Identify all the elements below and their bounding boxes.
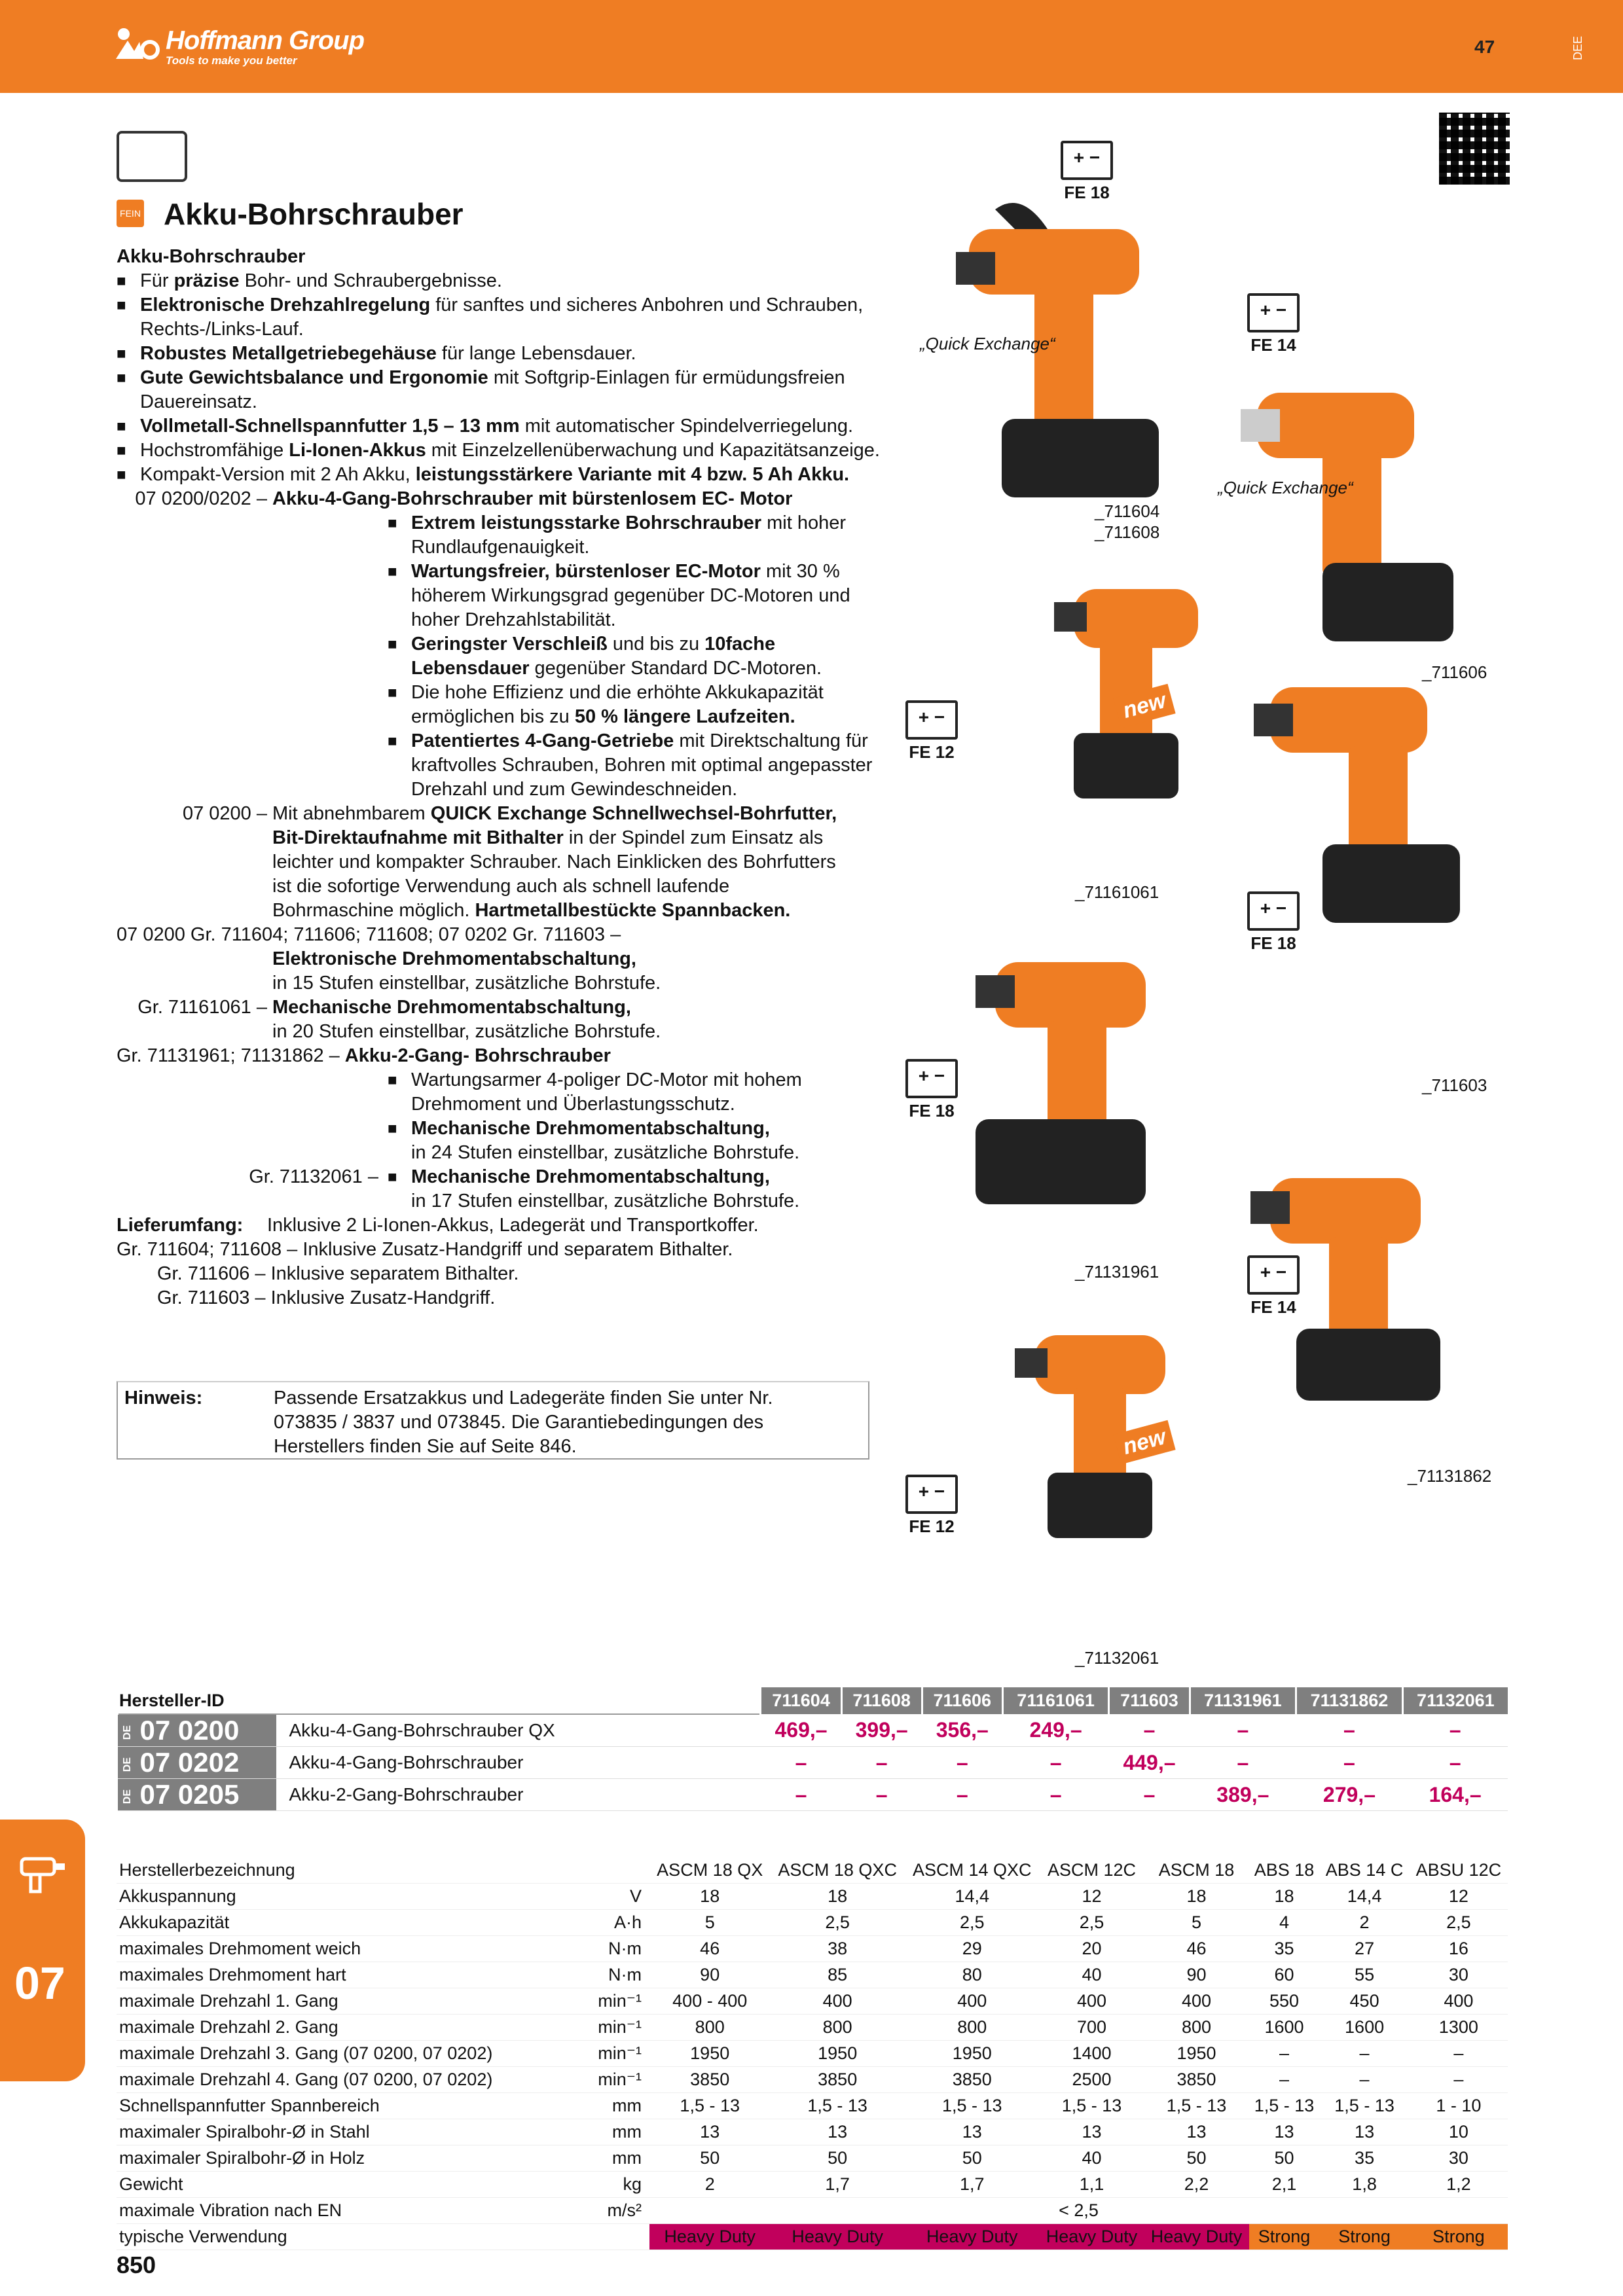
battery-badge: + − FE 18 xyxy=(1057,141,1116,203)
spec-value: 30 xyxy=(1410,1962,1508,1988)
article-name: Akku-4-Gang-Bohrschrauber xyxy=(276,1747,761,1779)
spec-value: 2,2 xyxy=(1144,2172,1249,2198)
battery-icon: + − xyxy=(905,700,958,740)
spec-value: 30 xyxy=(1410,2145,1508,2172)
spec-value: 13 xyxy=(1319,2119,1409,2145)
spec-value: 50 xyxy=(905,2145,1040,2172)
feature-item: ■ Patentiertes 4-Gang-Getriebe mit Direktschaltung für kraftvolles Schrauben, Bohren mit optimal angepasster Drehzahl und zum Gewindeschneiden. xyxy=(411,729,889,802)
spec-value: 38 xyxy=(770,1936,905,1962)
spec-value: 3850 xyxy=(770,2067,905,2093)
spec-value: 1,2 xyxy=(1410,2172,1508,2198)
battery-icon: + − xyxy=(1061,141,1113,180)
drill-71131961[interactable] xyxy=(976,962,1146,1204)
section-torque-1: 07 0200 Gr. 711604; 711606; 711608; 07 0202 Gr. 711603 – Elektronische Drehmomentabschaltung, in 15 Stufen einstellbar, zusätzliche Bohrstufe. xyxy=(117,923,889,996)
spec-value: 1950 xyxy=(1144,2041,1249,2067)
section-torque-3: Gr. 71132061 – ■ Mechanische Drehmomentabschaltung, in 17 Stufen einstellbar, zusätzliche Bohrstufe. xyxy=(117,1165,889,1213)
spec-value: ASCM 18 QX xyxy=(649,1857,770,1884)
spec-value: 50 xyxy=(770,2145,905,2172)
feature-item: ■ Wartungsarmer 4-poliger DC-Motor mit hohem Drehmoment und Überlastungsschutz. xyxy=(411,1068,889,1117)
price-cell[interactable]: – xyxy=(1296,1714,1403,1747)
spec-value: 1950 xyxy=(770,2041,905,2067)
price-table xyxy=(117,1687,1508,1811)
new-badge: new xyxy=(1113,1420,1175,1465)
ec-feature-list xyxy=(117,511,889,802)
spec-value: 20 xyxy=(1040,1936,1144,1962)
spec-value: 550 xyxy=(1249,1988,1320,2015)
spec-value: 1950 xyxy=(905,2041,1040,2067)
spec-value: 1,5 - 13 xyxy=(649,2093,770,2119)
spec-value: 1600 xyxy=(1249,2015,1320,2041)
description-block xyxy=(117,245,889,1310)
spec-unit: min⁻¹ xyxy=(580,2041,649,2067)
hoffmann-logo-icon xyxy=(115,26,162,60)
spec-value: ASCM 18 xyxy=(1144,1857,1249,1884)
hinweis-label: Hinweis: xyxy=(124,1388,203,1408)
hersteller-id-label: Hersteller-ID xyxy=(118,1687,761,1714)
spec-value: 16 xyxy=(1410,1936,1508,1962)
spec-value: 27 xyxy=(1319,1936,1409,1962)
spec-label: maximale Drehzahl 2. Gang xyxy=(117,2015,580,2041)
price-cell[interactable]: – xyxy=(1002,1779,1109,1811)
ref-label: _71131862 xyxy=(1408,1466,1492,1486)
spec-value: 13 xyxy=(770,2119,905,2145)
price-cell[interactable]: – xyxy=(1002,1747,1109,1779)
price-cell[interactable]: 389,– xyxy=(1190,1779,1296,1811)
feature-item: ■ Mechanische Drehmomentabschaltung, in 24 Stufen einstellbar, zusätzliche Bohrstufe. xyxy=(411,1117,889,1165)
price-cell[interactable]: – xyxy=(1402,1747,1508,1779)
battery-icon: + − xyxy=(1247,891,1300,931)
ref-label: _711603 xyxy=(1422,1075,1487,1095)
feature-item: ■ Vollmetall-Schnellspannfutter 1,5 – 13 mm mit automatischer Spindelverriegelung. xyxy=(140,414,889,439)
product-images xyxy=(877,157,1545,1636)
spec-value: 400 - 400 xyxy=(649,1988,770,2015)
spec-value: 400 xyxy=(770,1988,905,2015)
table-row[interactable] xyxy=(118,1747,1508,1779)
spec-value: 2,5 xyxy=(905,1910,1040,1936)
spec-value: 700 xyxy=(1040,2015,1144,2041)
price-cell[interactable]: – xyxy=(841,1747,922,1779)
price-cell[interactable]: 279,– xyxy=(1296,1779,1403,1811)
column-header: 71132061 xyxy=(1402,1687,1508,1714)
spec-value: 35 xyxy=(1319,2145,1409,2172)
spec-label: maximales Drehmoment weich xyxy=(117,1936,580,1962)
lieferumfang-line: Gr. 711603 – Inklusive Zusatz-Handgriff. xyxy=(157,1287,496,1308)
feature-item: ■ Für präzise Bohr- und Schraubergebnisse. xyxy=(140,269,889,293)
spec-value: – xyxy=(1319,2067,1409,2093)
battery-icon: + − xyxy=(905,1475,958,1514)
table-row[interactable] xyxy=(118,1714,1508,1747)
spec-unit: V xyxy=(580,1884,649,1910)
section-title: Akku-4-Gang-Bohrschrauber mit bürstenlosem EC- Motor xyxy=(272,488,793,509)
spec-value: – xyxy=(1319,2041,1409,2067)
spec-row xyxy=(117,1910,1508,1936)
column-header: 711608 xyxy=(841,1687,922,1714)
ref-label: _71132061 xyxy=(1075,1648,1159,1668)
spec-value: ABSU 12C xyxy=(1410,1857,1508,1884)
usage-badge: Heavy Duty xyxy=(1040,2224,1144,2250)
section-quick-exchange: 07 0200 – Mit abnehmbarem QUICK Exchange Schnellwechsel-Bohrfutter, Bit-Direktaufnahme mit Bithalter in der Spindel zum Einsatz als leichter und kompakter Schrauber. Nach Einklicken des Bohrfutters ist die sofortige Verwendung auch als schnell laufende Bohrmaschine möglich. Hartmetallbestückte Spannbacken. xyxy=(117,802,889,923)
spec-value: ASCM 14 QXC xyxy=(905,1857,1040,1884)
spec-row xyxy=(117,2119,1508,2145)
feature-item: ■ Robustes Metallgetriebegehäuse für lange Lebensdauer. xyxy=(140,342,889,366)
page-number-top: 47 xyxy=(1474,37,1495,57)
spec-unit: min⁻¹ xyxy=(580,2067,649,2093)
section-2-gang xyxy=(117,1044,889,1068)
ref-label: _711606 xyxy=(1422,662,1487,682)
spec-value: 4 xyxy=(1249,1910,1320,1936)
ref-label: _711608 xyxy=(1095,522,1160,542)
spec-value: 1300 xyxy=(1410,2015,1508,2041)
battery-badge: + − FE 14 xyxy=(1244,293,1303,355)
spec-value: 13 xyxy=(905,2119,1040,2145)
spec-value: 1950 xyxy=(649,2041,770,2067)
page-title: Akku-Bohrschrauber xyxy=(164,197,464,231)
price-cell[interactable]: 469,– xyxy=(761,1714,841,1747)
spec-value: 3850 xyxy=(1144,2067,1249,2093)
article-code: DE 07 0200 xyxy=(118,1714,276,1747)
spec-unit: m/s² xyxy=(580,2198,649,2224)
article-name: Akku-2-Gang-Bohrschrauber xyxy=(276,1779,761,1811)
usage-badge: Heavy Duty xyxy=(1144,2224,1249,2250)
battery-badge: + − FE 14 xyxy=(1244,1255,1303,1318)
spec-value: 1,1 xyxy=(1040,2172,1144,2198)
hinweis-text: Passende Ersatzakkus und Ladegeräte finden Sie unter Nr. 073835 / 3837 und 073845. Die Garantiebedingungen des Herstellers finden Sie auf Seite 846. xyxy=(274,1388,773,1457)
section-code: Gr. 71131961; 71131862 – xyxy=(117,1045,340,1066)
spec-value: 800 xyxy=(770,2015,905,2041)
section-code: Gr. 71161061 – xyxy=(137,997,267,1018)
column-header: 71131862 xyxy=(1296,1687,1403,1714)
brand-logo[interactable] xyxy=(115,26,364,67)
spec-value: 10 xyxy=(1410,2119,1508,2145)
price-cell[interactable]: – xyxy=(922,1747,1002,1779)
ref-label: _71131961 xyxy=(1075,1262,1159,1282)
usage-badge: Heavy Duty xyxy=(770,2224,905,2250)
column-header: 711604 xyxy=(761,1687,841,1714)
drill-71161061[interactable] xyxy=(1054,589,1198,798)
spec-value: 1,5 - 13 xyxy=(1319,2093,1409,2119)
quick-exchange-label: „Quick Exchange“ xyxy=(1218,478,1353,497)
price-cell[interactable]: – xyxy=(761,1779,841,1811)
spec-value: ASCM 18 QXC xyxy=(770,1857,905,1884)
spec-value: 46 xyxy=(1144,1936,1249,1962)
spec-value: 13 xyxy=(1040,2119,1144,2145)
spec-value: 85 xyxy=(770,1962,905,1988)
spec-value: 50 xyxy=(649,2145,770,2172)
hinweis-box xyxy=(117,1381,869,1460)
table-row[interactable] xyxy=(118,1779,1508,1811)
usage-badge: Strong xyxy=(1410,2224,1508,2250)
spec-value: 14,4 xyxy=(1319,1884,1409,1910)
section-code: Gr. 71132061 – xyxy=(249,1166,378,1187)
spec-row xyxy=(117,1884,1508,1910)
spec-value: 400 xyxy=(1410,1988,1508,2015)
spec-value: 90 xyxy=(649,1962,770,1988)
page-number-bottom: 850 xyxy=(117,2251,156,2278)
feature-item: ■ Kompakt-Version mit 2 Ah Akku, leistungsstärkere Variante mit 4 bzw. 5 Ah Akku. xyxy=(140,463,889,487)
battery-badge: + − FE 18 xyxy=(902,1059,961,1121)
spec-value: – xyxy=(1410,2067,1508,2093)
spec-unit xyxy=(580,1857,649,1884)
price-cell[interactable]: – xyxy=(1109,1714,1190,1747)
feature-item: ■ Wartungsfreier, bürstenloser EC-Motor mit 30 % höherem Wirkungsgrad gegenüber DC-Motoren und hoher Drehzahlstabilität. xyxy=(411,560,889,632)
spec-value: 1,5 - 13 xyxy=(1249,2093,1320,2119)
spec-label: maximale Drehzahl 4. Gang (07 0200, 07 0202) xyxy=(117,2067,580,2093)
battery-badge: + − FE 12 xyxy=(902,700,961,762)
spec-value: 13 xyxy=(649,2119,770,2145)
spec-value: 3850 xyxy=(905,2067,1040,2093)
section-title: Akku-2-Gang- Bohrschrauber xyxy=(344,1045,611,1066)
spec-row xyxy=(117,2015,1508,2041)
feature-item: ■ Hochstromfähige Li-Ionen-Akkus mit Einzelzellenüberwachung und Kapazitätsanzeige. xyxy=(140,439,889,463)
spec-value: 40 xyxy=(1040,1962,1144,1988)
spec-row xyxy=(117,2198,1508,2224)
spec-value: 5 xyxy=(649,1910,770,1936)
price-cell[interactable]: – xyxy=(1190,1714,1296,1747)
spec-value: 18 xyxy=(1144,1884,1249,1910)
2-gang-feature-list xyxy=(117,1068,889,1165)
spec-value: 400 xyxy=(905,1988,1040,2015)
feature-list xyxy=(117,269,889,487)
spec-value: 2,5 xyxy=(1410,1910,1508,1936)
feature-item: ■ Gute Gewichtsbalance und Ergonomie mit Softgrip-Einlagen für ermüdungsfreien Dauereinsatz. xyxy=(140,366,889,414)
spec-value: 2 xyxy=(649,2172,770,2198)
spec-value: 1,7 xyxy=(905,2172,1040,2198)
spec-row xyxy=(117,2067,1508,2093)
usage-badge: Heavy Duty xyxy=(649,2224,770,2250)
price-cell[interactable]: – xyxy=(841,1779,922,1811)
spec-label: Schnellspannfutter Spannbereich xyxy=(117,2093,580,2119)
spec-value: 29 xyxy=(905,1936,1040,1962)
spec-value: 1,8 xyxy=(1319,2172,1409,2198)
spec-value: 1400 xyxy=(1040,2041,1144,2067)
article-name: Akku-4-Gang-Bohrschrauber QX xyxy=(276,1714,761,1747)
spec-label: Gewicht xyxy=(117,2172,580,2198)
spec-value: 400 xyxy=(1144,1988,1249,2015)
spec-value: 14,4 xyxy=(905,1884,1040,1910)
price-cell[interactable]: 164,– xyxy=(1402,1779,1508,1811)
spec-value: 5 xyxy=(1144,1910,1249,1936)
spec-label: maximale Vibration nach EN xyxy=(117,2198,580,2224)
usage-badge: Strong xyxy=(1319,2224,1409,2250)
spec-label: Herstellerbezeichnung xyxy=(117,1857,580,1884)
subtitle: Akku-Bohrschrauber xyxy=(117,246,306,267)
spec-value: 80 xyxy=(905,1962,1040,1988)
feature-item: ■ Die hohe Effizienz und die erhöhte Akkukapazität ermöglichen bis zu 50 % längere Laufzeiten. xyxy=(411,681,889,729)
lieferumfang-text: Inklusive 2 Li-Ionen-Akkus, Ladegerät und Transportkoffer. xyxy=(267,1215,759,1236)
spec-value: 12 xyxy=(1040,1884,1144,1910)
spec-value: 1 - 10 xyxy=(1410,2093,1508,2119)
section-code: 07 0200 Gr. 711604; 711606; 711608; 07 0202 Gr. 711603 – xyxy=(117,924,621,945)
spec-value: 60 xyxy=(1249,1962,1320,1988)
spec-row xyxy=(117,2224,1508,2250)
spec-label: maximaler Spiralbohr-Ø in Holz xyxy=(117,2145,580,2172)
battery-badge: + − FE 12 xyxy=(902,1475,961,1537)
spec-value: 1600 xyxy=(1319,2015,1409,2041)
feature-item: ■ Extrem leistungsstarke Bohrschrauber mit hoher Rundlaufgenauigkeit. xyxy=(411,511,889,560)
spec-unit: mm xyxy=(580,2145,649,2172)
spec-value: 13 xyxy=(1249,2119,1320,2145)
price-cell[interactable]: – xyxy=(922,1779,1002,1811)
column-header: 711606 xyxy=(922,1687,1002,1714)
price-cell[interactable]: – xyxy=(1190,1747,1296,1779)
spec-value: 13 xyxy=(1144,2119,1249,2145)
spec-label: Akkuspannung xyxy=(117,1884,580,1910)
spec-value: 90 xyxy=(1144,1962,1249,1988)
table-header-row xyxy=(118,1687,1508,1714)
spec-value: – xyxy=(1249,2041,1320,2067)
spec-value: – xyxy=(1249,2067,1320,2093)
spec-value: 18 xyxy=(770,1884,905,1910)
spec-value: 12 xyxy=(1410,1884,1508,1910)
battery-icon: + − xyxy=(1247,293,1300,332)
spec-value: 40 xyxy=(1040,2145,1144,2172)
spec-row xyxy=(117,1962,1508,1988)
language-code: DEE xyxy=(1571,35,1584,60)
spec-value: 1,5 - 13 xyxy=(1144,2093,1249,2119)
quick-exchange-label: „Quick Exchange“ xyxy=(920,334,1055,353)
spec-value: – xyxy=(1410,2041,1508,2067)
price-cell[interactable]: 356,– xyxy=(922,1714,1002,1747)
spec-table xyxy=(117,1857,1508,2250)
price-cell[interactable]: 249,– xyxy=(1002,1714,1109,1747)
price-cell[interactable]: – xyxy=(761,1747,841,1779)
chapter-tab[interactable] xyxy=(0,1820,85,2081)
spec-value: 2500 xyxy=(1040,2067,1144,2093)
spec-unit: min⁻¹ xyxy=(580,1988,649,2015)
spec-value: 2,5 xyxy=(1040,1910,1144,1936)
section-code: 07 0200/0202 – xyxy=(135,488,267,509)
spec-label: maximales Drehmoment hart xyxy=(117,1962,580,1988)
spec-value: ABS 14 C xyxy=(1319,1857,1409,1884)
column-header: 71131961 xyxy=(1190,1687,1296,1714)
brand-tagline: Tools to make you better xyxy=(166,54,297,67)
spec-label: maximale Drehzahl 3. Gang (07 0200, 07 0202) xyxy=(117,2041,580,2067)
spec-value: 35 xyxy=(1249,1936,1320,1962)
spec-unit: kg xyxy=(580,2172,649,2198)
price-cell[interactable]: – xyxy=(1296,1747,1403,1779)
spec-value: 46 xyxy=(649,1936,770,1962)
spec-value: 800 xyxy=(905,2015,1040,2041)
usage-badge: Strong xyxy=(1249,2224,1320,2250)
spec-value: 450 xyxy=(1319,1988,1409,2015)
lieferumfang-line: Gr. 711606 – Inklusive separatem Bithalter. xyxy=(157,1263,519,1284)
spec-row xyxy=(117,2093,1508,2119)
spec-value: 1,5 - 13 xyxy=(905,2093,1040,2119)
case-icon xyxy=(117,131,187,182)
price-cell[interactable]: – xyxy=(1109,1779,1190,1811)
section-ec-motor xyxy=(117,487,889,511)
spec-value: 800 xyxy=(1144,2015,1249,2041)
spec-label: Akkukapazität xyxy=(117,1910,580,1936)
column-header: 711603 xyxy=(1109,1687,1190,1714)
spec-value: 1,5 - 13 xyxy=(770,2093,905,2119)
spec-value: 55 xyxy=(1319,1962,1409,1988)
spec-value: 3850 xyxy=(649,2067,770,2093)
spec-label: maximaler Spiralbohr-Ø in Stahl xyxy=(117,2119,580,2145)
spec-row xyxy=(117,1857,1508,1884)
article-code: DE 07 0205 xyxy=(118,1779,276,1811)
spec-unit: A·h xyxy=(580,1910,649,1936)
ref-label: _71161061 xyxy=(1075,882,1159,902)
ref-label: _711604 xyxy=(1095,501,1160,521)
spec-value: 800 xyxy=(649,2015,770,2041)
spec-value: 1,5 - 13 xyxy=(1040,2093,1144,2119)
spec-value: 1,7 xyxy=(770,2172,905,2198)
spec-row xyxy=(117,2145,1508,2172)
price-cell[interactable]: – xyxy=(1402,1714,1508,1747)
spec-label: typische Verwendung xyxy=(117,2224,580,2250)
spec-unit: mm xyxy=(580,2119,649,2145)
spec-value: 18 xyxy=(649,1884,770,1910)
section-torque-2: Gr. 71161061 – Mechanische Drehmomentabschaltung, in 20 Stufen einstellbar, zusätzliche Bohrstufe. xyxy=(117,996,889,1044)
chapter-number: 07 xyxy=(14,1958,65,2009)
lieferumfang-line: Gr. 711604; 711608 – Inklusive Zusatz-Handgriff und separatem Bithalter. xyxy=(117,1239,733,1260)
usage-badge: Heavy Duty xyxy=(905,2224,1040,2250)
brand-name: Hoffmann Group xyxy=(166,26,365,55)
spec-unit: N·m xyxy=(580,1936,649,1962)
feature-item: ■ Geringster Verschleiß und bis zu 10fache Lebensdauer gegenüber Standard DC-Motoren. xyxy=(411,632,889,681)
battery-icon: + − xyxy=(1247,1255,1300,1295)
battery-icon: + − xyxy=(905,1059,958,1098)
lieferumfang-label: Lieferumfang: xyxy=(117,1215,244,1236)
spec-row xyxy=(117,2172,1508,2198)
spec-value: ASCM 12C xyxy=(1040,1857,1144,1884)
spec-value: ABS 18 xyxy=(1249,1857,1320,1884)
drill-711606[interactable] xyxy=(1241,393,1453,641)
new-badge: new xyxy=(1113,684,1175,728)
spec-value: 2,5 xyxy=(770,1910,905,1936)
price-cell[interactable]: 399,– xyxy=(841,1714,922,1747)
spec-unit: min⁻¹ xyxy=(580,2015,649,2041)
drill-711603[interactable] xyxy=(1254,687,1460,923)
battery-badge: + − FE 18 xyxy=(1244,891,1303,954)
column-header: 71161061 xyxy=(1002,1687,1109,1714)
spec-value: 50 xyxy=(1249,2145,1320,2172)
fein-brand-icon: FEIN xyxy=(117,200,144,227)
spec-unit: N·m xyxy=(580,1962,649,1988)
spec-value: 2,1 xyxy=(1249,2172,1320,2198)
lieferumfang xyxy=(117,1213,889,1238)
spec-row xyxy=(117,1988,1508,2015)
spec-unit: mm xyxy=(580,2093,649,2119)
spec-row xyxy=(117,1936,1508,1962)
spec-value: 50 xyxy=(1144,2145,1249,2172)
feature-item: ■ Elektronische Drehzahlregelung für sanftes und sicheres Anbohren und Schrauben, Rechts-/Links-Lauf. xyxy=(140,293,889,342)
spec-value: 2 xyxy=(1319,1910,1409,1936)
spec-label: maximale Drehzahl 1. Gang xyxy=(117,1988,580,2015)
article-code: DE 07 0202 xyxy=(118,1747,276,1779)
spec-value: < 2,5 xyxy=(649,2198,1508,2224)
spec-value: 18 xyxy=(1249,1884,1320,1910)
section-code: 07 0200 – xyxy=(182,803,267,824)
price-cell[interactable]: 449,– xyxy=(1109,1747,1190,1779)
spec-value: 400 xyxy=(1040,1988,1144,2015)
spec-row xyxy=(117,2041,1508,2067)
drill-chapter-icon xyxy=(16,1846,69,1898)
